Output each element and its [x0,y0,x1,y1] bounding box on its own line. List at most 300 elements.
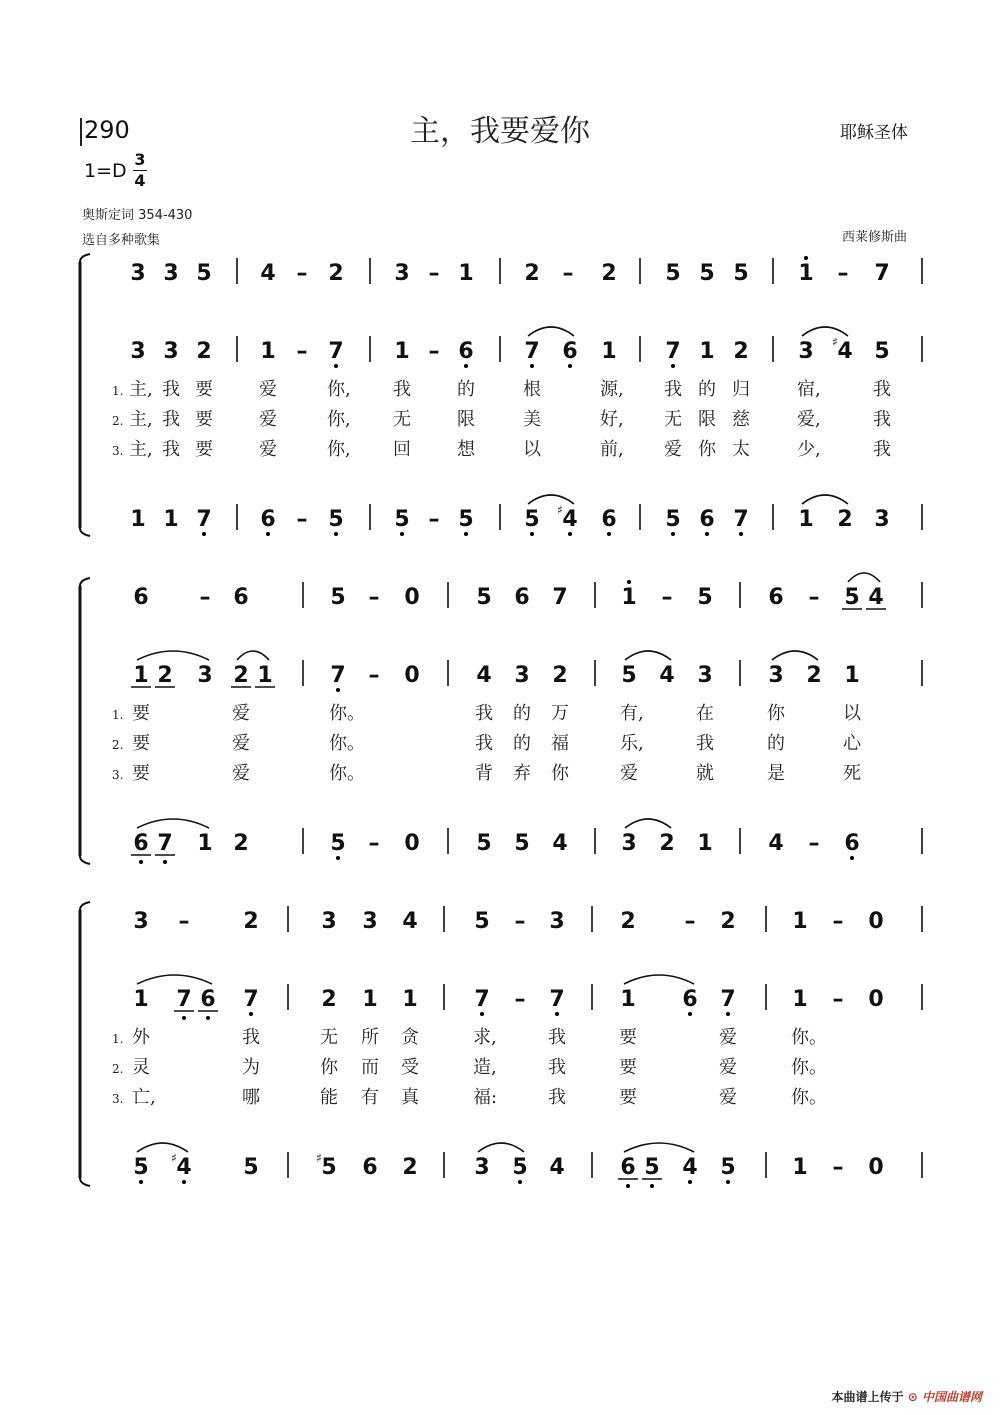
note: 6 [601,507,617,532]
lyric-word: 你 [551,763,569,784]
lyric-word: 回 [393,439,411,460]
lyric-word: 你。 [791,1057,827,1078]
note: 3 [798,339,814,364]
note: 4 [176,1155,192,1180]
lyric-word: 的 [698,379,716,400]
lyric-word: 你。 [329,703,365,724]
lyric-word: 我 [242,1027,260,1048]
note: 2 [806,663,822,688]
low-octave-dot [464,532,468,536]
note: 5 [458,507,474,532]
low-octave-dot [530,532,534,536]
lyric-word: 的 [513,703,531,724]
note: 5 [621,663,637,688]
note: 3 [133,909,149,934]
low-octave-dot [182,1180,186,1184]
lyric-word: 以 [843,703,861,724]
note: 5 [697,585,713,610]
verse-number: 3. [112,1092,124,1106]
note: 1 [792,1155,808,1180]
note: 2 [524,261,540,286]
note: 4 [659,663,675,688]
note: 1 [792,909,808,934]
note: 7 [328,339,344,364]
note: – [514,909,526,934]
note: 7 [176,987,192,1012]
note: 1 [798,507,814,532]
note: – [368,831,380,856]
note: 1 [844,663,860,688]
note: 5 [243,1155,259,1180]
slur [802,495,848,504]
slur [772,651,818,660]
low-octave-dot [139,860,143,864]
lyric-word: 哪 [242,1087,260,1108]
lyric-word: 主, [129,379,153,400]
note: 5 [474,909,490,934]
low-octave-dot [336,688,340,692]
verse-number: 3. [112,444,124,458]
low-octave-dot [671,364,675,368]
note: 2 [321,987,337,1012]
low-octave-dot [850,856,854,860]
lyric-word: 我 [548,1087,566,1108]
low-octave-dot [139,1180,143,1184]
note: 0 [404,585,420,610]
low-octave-dot [671,532,675,536]
note: 6 [458,339,474,364]
note: 4 [552,831,568,856]
note: 6 [260,507,276,532]
low-octave-dot [739,532,743,536]
note: 5 [844,585,860,610]
note: – [808,585,820,610]
slur [137,1143,188,1152]
note: 7 [196,507,212,532]
note: – [514,987,526,1012]
note: 5 [512,1155,528,1180]
lyric-word: 爱 [719,1057,737,1078]
lyric-word: 我 [475,703,493,724]
slur [624,975,694,984]
lyric-word: 爱 [259,379,277,400]
note: 0 [404,831,420,856]
note: 5 [133,1155,149,1180]
note: 1 [260,339,276,364]
note: 6 [362,1155,378,1180]
lyric-word: 我 [393,379,411,400]
note: 1 [621,585,637,610]
note: 4 [549,1155,565,1180]
note: 4 [562,507,578,532]
lyric-word: 无 [393,409,411,430]
slur [848,573,880,582]
lyric-word: 要 [132,703,150,724]
lyric-word: 福: [473,1087,498,1108]
low-octave-dot [206,1016,210,1020]
low-octave-dot [334,532,338,536]
bracket-bottom [80,856,90,864]
lyric-word: 要 [619,1087,637,1108]
low-octave-dot [607,532,611,536]
note: 7 [474,987,490,1012]
lyric-word: 爱 [664,439,682,460]
lyric-word: 太 [732,439,750,460]
lyric-word: 无 [664,409,682,430]
lyric-word: 慈 [732,409,750,430]
note: 1 [257,663,273,688]
bracket-bottom [80,1178,90,1186]
lyric-word: 归 [732,379,750,400]
note: 3 [697,663,713,688]
note: – [562,261,574,286]
lyric-word: 贪 [401,1027,419,1048]
note: 5 [321,1155,337,1180]
slur [802,327,848,336]
lyric-word: 主, [129,439,153,460]
low-octave-dot [182,1016,186,1020]
site-name: 中国曲谱网 [921,1390,982,1404]
verse-number: 3. [112,768,124,782]
note: 1 [402,987,418,1012]
note: 3 [768,663,784,688]
verse-number: 2. [112,1062,124,1076]
lyric-word: 真 [401,1087,419,1108]
lyric-word: 的 [457,379,475,400]
slur [137,651,209,660]
low-octave-dot [568,532,572,536]
note: 6 [514,585,530,610]
time-bottom: 4 [134,171,146,190]
slur [528,495,574,504]
note: – [178,909,190,934]
note: 1 [130,507,146,532]
note: 5 [476,585,492,610]
sharp-sign: ♯ [171,1151,177,1165]
note: 7 [733,507,749,532]
low-octave-dot [726,1012,730,1016]
lyric-word: 万 [551,703,569,724]
sharp-sign: ♯ [557,503,563,517]
note: 2 [837,507,853,532]
note: 6 [133,831,149,856]
lyric-word: 外 [132,1027,150,1048]
note: 1 [697,831,713,856]
note: 2 [157,663,173,688]
note: 7 [549,987,565,1012]
note: 3 [621,831,637,856]
lyric-word: 背 [475,763,493,784]
lyric-word: 你。 [329,733,365,754]
note: 3 [197,663,213,688]
note: 5 [733,261,749,286]
note: 5 [665,507,681,532]
bracket-top [80,578,90,586]
lyric-word: 求, [473,1027,497,1048]
lyric-word: 要 [619,1057,637,1078]
note: 2 [233,663,249,688]
note: – [832,909,844,934]
note: – [296,261,308,286]
note: 1 [699,339,715,364]
lyric-word: 我 [873,439,891,460]
note: 4 [402,909,418,934]
note: 5 [196,261,212,286]
lyric-word: 在 [696,703,714,724]
note: 1 [362,987,378,1012]
note: 6 [699,507,715,532]
note: – [832,987,844,1012]
lyric-word: 死 [843,763,861,784]
lyric-word: 心 [843,733,861,754]
lyric-word: 我 [548,1027,566,1048]
note: 2 [601,261,617,286]
sharp-sign: ♯ [316,1151,322,1165]
lyric-word: 要 [195,409,213,430]
note: 2 [402,1155,418,1180]
lyric-word: 爱 [719,1087,737,1108]
bracket-top [80,254,90,262]
low-octave-dot [705,532,709,536]
lyric-word: 我 [873,379,891,400]
note: 4 [837,339,853,364]
note: 3 [474,1155,490,1180]
time-top: 3 [134,150,146,169]
note: 5 [330,585,346,610]
note: 3 [130,261,146,286]
lyric-word: 无 [320,1027,338,1048]
note: – [428,339,440,364]
note: – [661,585,673,610]
note: 4 [868,585,884,610]
slur [625,651,671,660]
note: 5 [644,1155,660,1180]
note: 0 [868,909,884,934]
lyric-word: 爱 [719,1027,737,1048]
note: 2 [328,261,344,286]
lyric-word: 我 [162,409,180,430]
note: 7 [157,831,173,856]
lyric-word: 爱 [232,763,250,784]
note: 6 [768,585,784,610]
note: 7 [524,339,540,364]
low-octave-dot [334,364,338,368]
note: – [296,507,308,532]
note: 3 [514,663,530,688]
note: – [199,585,211,610]
note: 1 [458,261,474,286]
lyric-word: 你, [327,439,351,460]
note: 5 [394,507,410,532]
note: 6 [844,831,860,856]
note: 5 [476,831,492,856]
note: 4 [260,261,276,286]
lyric-word: 以 [523,439,541,460]
low-octave-dot [530,364,534,368]
lyric-word: 爱 [620,763,638,784]
note: – [428,261,440,286]
note: 5 [330,831,346,856]
lyric-word: 灵 [132,1057,150,1078]
note: 3 [874,507,890,532]
hymn-number: 290 [84,116,130,144]
lyric-word: 你 [767,703,785,724]
verse-number: 2. [112,738,124,752]
note: 1 [394,339,410,364]
lyric-word: 爱 [232,703,250,724]
note: – [296,339,308,364]
note: 2 [620,909,636,934]
lyric-word: 爱, [797,409,821,430]
low-octave-dot [163,860,167,864]
note: 5 [720,1155,736,1180]
lyric-word: 好, [600,409,624,430]
note: 3 [549,909,565,934]
note: 2 [233,831,249,856]
footer-prefix: 本曲谱上传于 [831,1390,904,1404]
slur [478,1143,524,1152]
lyric-word: 你 [698,439,716,460]
note: 3 [362,909,378,934]
note: 2 [720,909,736,934]
lyric-word: 主, [129,409,153,430]
lyric-word: 我 [548,1057,566,1078]
lyric-word: 你, [327,379,351,400]
verse-number: 1. [112,384,124,398]
lyric-word: 而 [361,1057,379,1078]
high-octave-dot [804,256,808,260]
lyric-word: 限 [698,409,716,430]
lyric-word: 我 [873,409,891,430]
lyric-word: 的 [767,733,785,754]
page-title: 主，我要爱你 [410,114,590,149]
low-octave-dot [202,532,206,536]
low-octave-dot [568,364,572,368]
lyric-word: 根 [523,379,541,400]
note: – [368,585,380,610]
lyric-word: 美 [523,409,541,430]
lyric-word: 是 [767,763,785,784]
high-octave-dot [627,580,631,584]
lyric-word: 源, [600,379,624,400]
note: – [832,1155,844,1180]
lyric-word: 我 [162,379,180,400]
bracket-top [80,902,90,910]
lyric-word: 所 [361,1027,379,1048]
lyric-word: 宿, [797,379,821,400]
verse-number: 2. [112,414,124,428]
note: 6 [562,339,578,364]
note: 6 [620,1155,636,1180]
low-octave-dot [626,1184,630,1188]
sharp-sign: ♯ [832,335,838,349]
note: 1 [601,339,617,364]
lyric-word: 我 [664,379,682,400]
lyric-word: 要 [195,439,213,460]
note: 7 [665,339,681,364]
lyric-word: 要 [195,379,213,400]
lyric-word: 你 [320,1057,338,1078]
lyric-word: 有, [620,703,644,724]
note: 1 [620,987,636,1012]
note: 1 [133,987,149,1012]
lyric-word: 受 [401,1057,419,1078]
note: 2 [243,909,259,934]
note: 6 [200,987,216,1012]
note: 1 [798,261,814,286]
note: 2 [552,663,568,688]
slur [528,327,574,336]
note: 3 [130,339,146,364]
note: 2 [733,339,749,364]
note: 7 [720,987,736,1012]
lyric-word: 为 [242,1057,260,1078]
note: 3 [163,261,179,286]
low-octave-dot [336,856,340,860]
lyricist-info: 奥斯定词 354-430 [82,208,193,223]
low-octave-dot [726,1180,730,1184]
lyric-word: 亡, [132,1087,156,1108]
note: 5 [699,261,715,286]
note: – [428,507,440,532]
note: – [808,831,820,856]
low-octave-dot [249,1012,253,1016]
lyric-word: 我 [696,733,714,754]
lyric-word: 我 [162,439,180,460]
category-label: 耶稣圣体 [840,123,908,143]
site-logo: ⊙ [907,1390,918,1404]
slur [137,975,212,984]
note: – [368,663,380,688]
lyric-word: 你, [327,409,351,430]
lyric-word: 爱 [259,439,277,460]
lyric-word: 要 [132,733,150,754]
slur [237,651,269,660]
low-octave-dot [480,1012,484,1016]
verse-number: 1. [112,708,124,722]
lyric-word: 乐, [620,733,644,754]
note: 1 [163,507,179,532]
lyric-word: 想 [457,439,475,460]
lyric-word: 就 [696,763,714,784]
lyric-word: 爱 [259,409,277,430]
low-octave-dot [518,1180,522,1184]
lyric-word: 要 [132,763,150,784]
low-octave-dot [464,364,468,368]
note: 0 [868,987,884,1012]
slur [625,819,671,828]
note: 0 [868,1155,884,1180]
note: 5 [514,831,530,856]
composer-info: 西莱修斯曲 [842,230,908,245]
note: 7 [552,585,568,610]
lyric-word: 限 [457,409,475,430]
lyric-word: 弃 [513,763,531,784]
note: 5 [328,507,344,532]
note: 1 [792,987,808,1012]
verse-number: 1. [112,1032,124,1046]
lyric-word: 能 [320,1087,338,1108]
lyric-word: 我 [475,733,493,754]
note: 7 [330,663,346,688]
bracket-bottom [80,528,90,536]
lyric-word: 前, [600,439,624,460]
note: 7 [874,261,890,286]
note: 4 [476,663,492,688]
lyric-word: 有 [361,1087,379,1108]
note: – [684,909,696,934]
lyric-word: 福 [551,733,569,754]
